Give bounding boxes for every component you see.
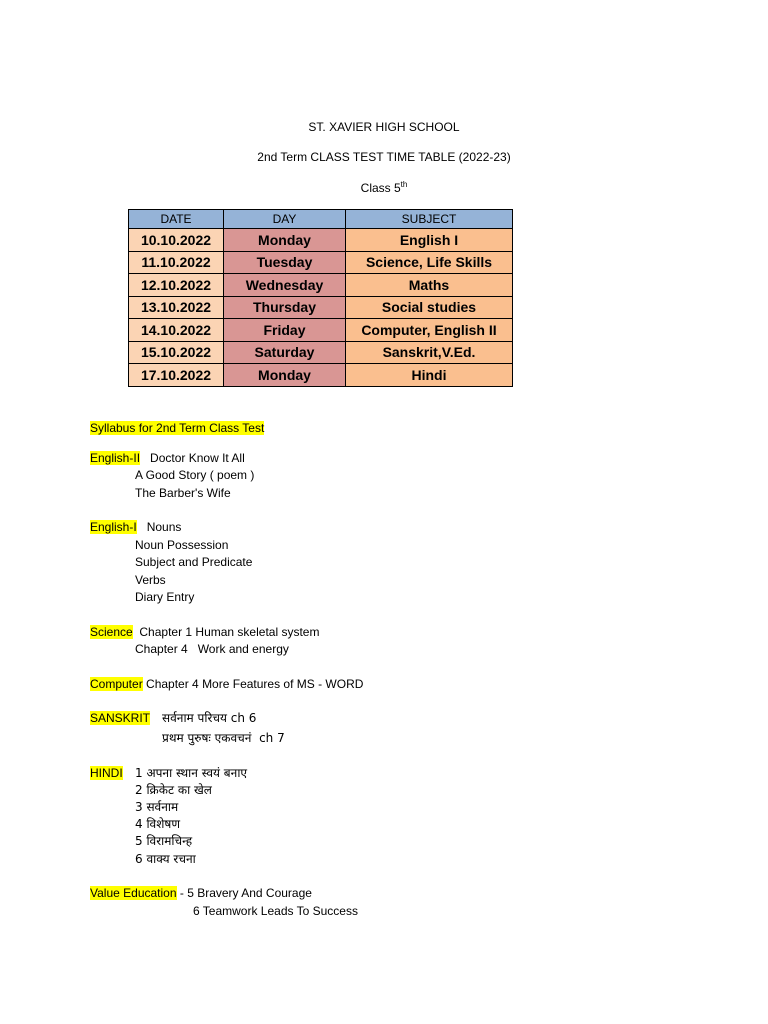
- school-name: ST. XAVIER HIGH SCHOOL: [308, 120, 460, 134]
- timetable-header-row: [129, 210, 513, 229]
- syllabus-item: 1 अपना स्थान स्वयं बनाए: [135, 766, 248, 780]
- row-date: 12.10.2022: [129, 274, 224, 297]
- row-subject: English I: [346, 229, 513, 252]
- syllabus-item: Chapter 4 More Features of MS - WORD: [146, 677, 364, 691]
- row-date: 11.10.2022: [129, 251, 224, 274]
- value-education-line: [90, 885, 312, 901]
- row-day: Tuesday: [224, 251, 346, 274]
- row-day: Monday: [224, 229, 346, 252]
- class-label: Class 5th: [360, 180, 408, 195]
- row-subject: Computer, English II: [346, 319, 513, 342]
- syllabus-item: Doctor Know It All: [150, 451, 245, 465]
- row-date: 15.10.2022: [129, 341, 224, 364]
- row-day: Wednesday: [224, 274, 346, 297]
- syllabus-item: Diary Entry: [135, 590, 195, 604]
- row-subject: Science, Life Skills: [346, 251, 513, 274]
- syllabus-item: Chapter 1 Human skeletal system: [139, 625, 320, 639]
- row-date: 14.10.2022: [129, 319, 224, 342]
- row-date: 10.10.2022: [129, 229, 224, 252]
- english2-line: [90, 450, 245, 466]
- header-date: DATE: [129, 210, 224, 229]
- syllabus-item: 3 सर्वनाम: [135, 800, 179, 814]
- english2-label: English-II: [90, 451, 141, 465]
- syllabus-item: A Good Story ( poem ): [135, 468, 255, 482]
- row-day: Friday: [224, 319, 346, 342]
- computer-label: Computer: [90, 677, 143, 691]
- syllabus-item: 5 विरामचिन्ह: [135, 834, 193, 848]
- row-subject: Sanskrit,V.Ed.: [346, 341, 513, 364]
- computer-line: [90, 676, 363, 692]
- table-row: [129, 229, 513, 252]
- row-subject: Social studies: [346, 296, 513, 319]
- timetable-title: 2nd Term CLASS TEST TIME TABLE (2022-23): [257, 150, 511, 164]
- syllabus-item: - 5 Bravery And Courage: [179, 886, 312, 900]
- row-day: Monday: [224, 364, 346, 387]
- english1-line: [90, 519, 181, 535]
- syllabus-item: Noun Possession: [135, 538, 229, 552]
- table-row: [129, 296, 513, 319]
- hindi-line: [90, 765, 123, 781]
- header-day: DAY: [224, 210, 346, 229]
- sanskrit-label: SANSKRIT: [90, 711, 151, 725]
- row-day: Saturday: [224, 341, 346, 364]
- table-row: [129, 364, 513, 387]
- syllabus-item: 2 क्रिकेट का खेल: [135, 783, 212, 797]
- row-date: 13.10.2022: [129, 296, 224, 319]
- syllabus-item: Chapter 4 Work and energy: [135, 642, 289, 656]
- syllabus-item: प्रथम पुरुषः एकवचनं ch 7: [162, 731, 285, 745]
- value-education-label: Value Education: [90, 886, 177, 900]
- timetable: [128, 209, 513, 387]
- syllabus-item: Subject and Predicate: [135, 555, 253, 569]
- syllabus-item: 6 वाक्य रचना: [135, 852, 196, 866]
- hindi-label: HINDI: [90, 766, 123, 780]
- table-row: [129, 341, 513, 364]
- syllabus-item: Verbs: [135, 573, 166, 587]
- english1-label: English-I: [90, 520, 137, 534]
- syllabus-item: The Barber's Wife: [135, 486, 231, 500]
- syllabus-item: सर्वनाम परिचय ch 6: [162, 711, 257, 725]
- table-row: [129, 274, 513, 297]
- row-date: 17.10.2022: [129, 364, 224, 387]
- class-superscript: th: [400, 180, 408, 189]
- syllabus-title: Syllabus for 2nd Term Class Test: [90, 421, 265, 435]
- science-label: Science: [90, 625, 133, 639]
- header-subject: SUBJECT: [346, 210, 513, 229]
- syllabus-item: 4 विशेषण: [135, 817, 181, 831]
- table-row: [129, 251, 513, 274]
- row-subject: Hindi: [346, 364, 513, 387]
- row-day: Thursday: [224, 296, 346, 319]
- row-subject: Maths: [346, 274, 513, 297]
- syllabus-item: 6 Teamwork Leads To Success: [193, 904, 358, 918]
- science-line: [90, 624, 319, 640]
- sanskrit-line: [90, 710, 150, 726]
- syllabus-item: Nouns: [146, 520, 182, 534]
- table-row: [129, 319, 513, 342]
